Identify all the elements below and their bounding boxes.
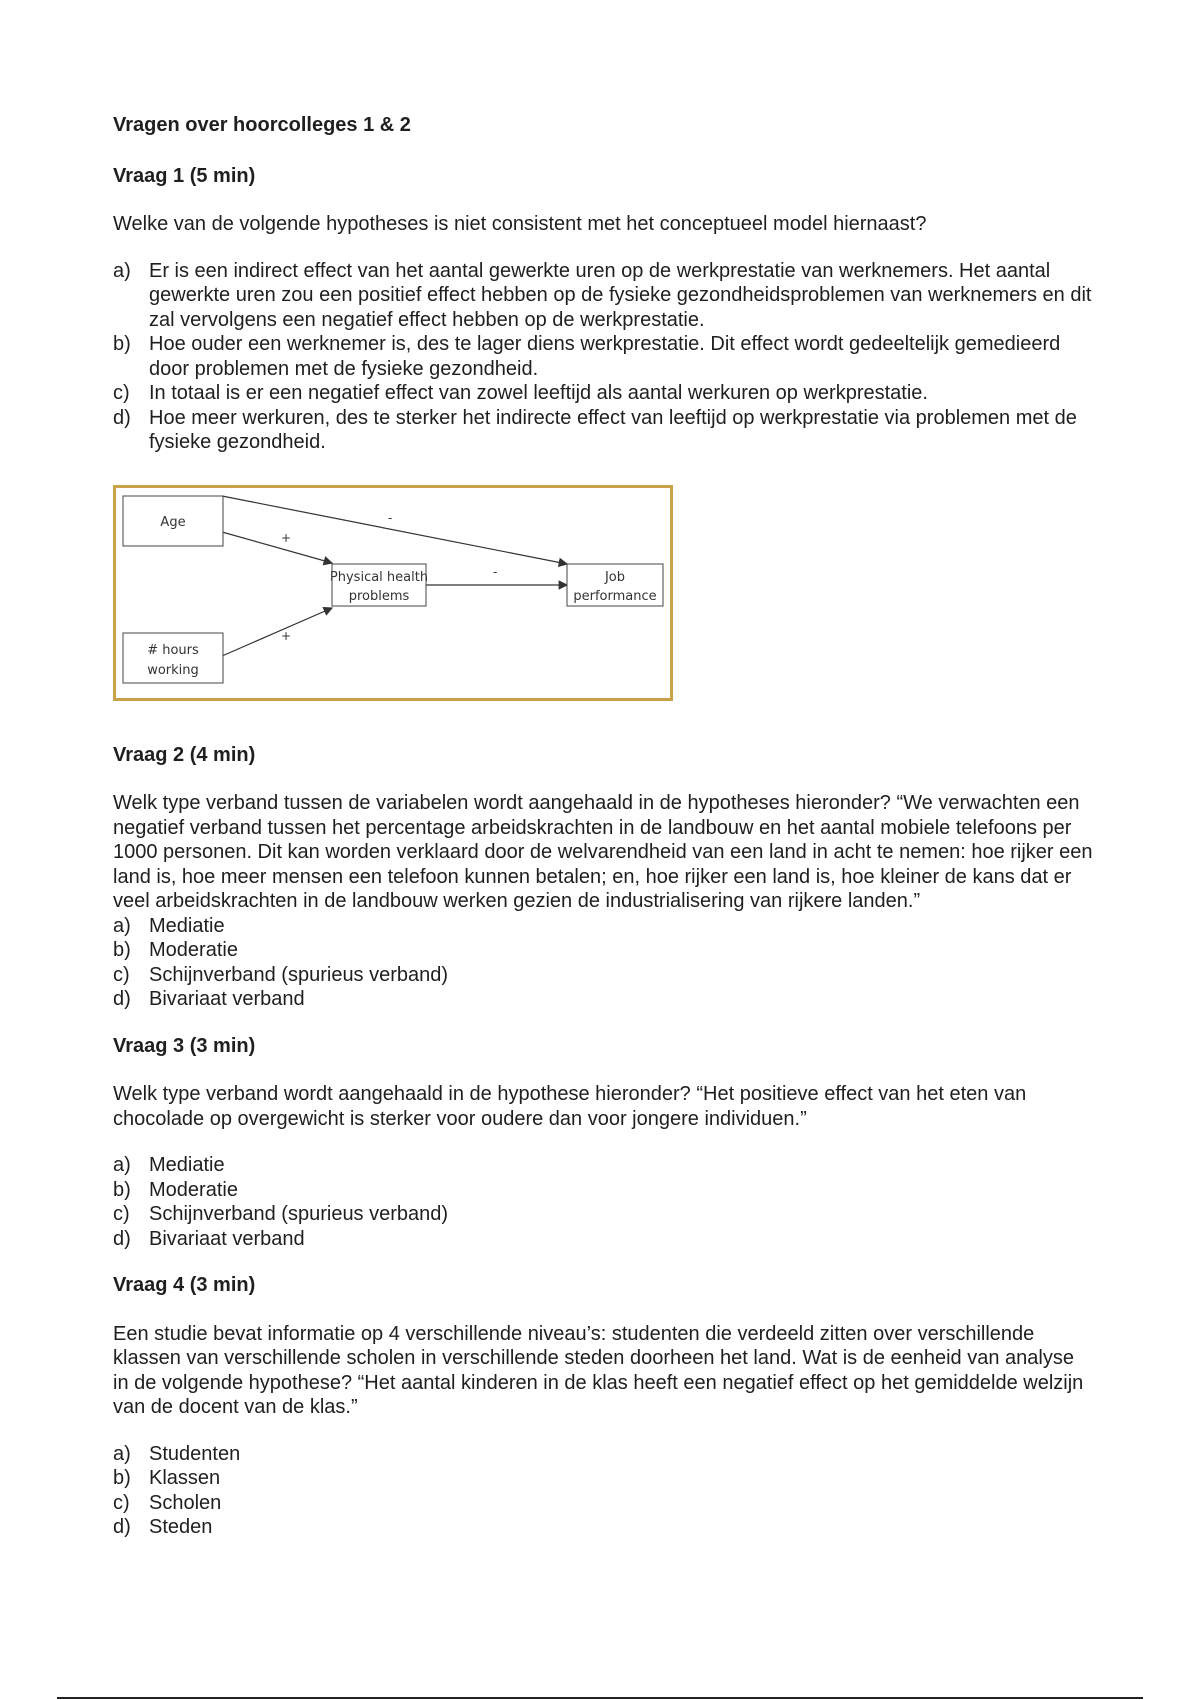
q1-question: Welke van de volgende hypotheses is niet consistent met het conceptueel model hiernaast? [113,213,927,235]
node-job-label-1: Job [604,569,626,585]
q2-heading: Vraag 2 (4 min) [113,743,256,766]
node-job-label-2: performance [573,588,657,604]
q3-option-d: d) Bivariaat verband [113,1227,305,1250]
q1-heading: Vraag 1 (5 min) [113,164,256,187]
page-title: Vragen over hoorcolleges 1 & 2 [113,114,411,136]
sign-age-health: + [281,530,292,545]
sign-hours-health: + [281,628,292,643]
q1-option-a: a) Er is een indirect effect van het aantal gewerkte uren op de werkprestatie van werknemers. Het aantal gewerkte uren zou een positief effect hebben op de fysieke gezondheidsproblemen van werknemers en dit zal vervolgens een negatief effect hebben op de werkprestatie. [113,259,1092,331]
arrow-age-job [222,496,567,564]
q1-options [113,259,1093,455]
node-health-label-2: problems [348,588,410,604]
node-hours-label-2: working [147,662,199,678]
q4-options [113,1442,1093,1540]
q3-option-c: c) Schijnverband (spurieus verband) [113,1203,449,1225]
document-page [113,113,1093,1540]
node-age-label: Age [160,514,186,530]
q1-option-c: c) In totaal is er een negatief effect van zowel leeftijd als aantal werkuren op werkprestatie. [113,382,928,404]
q4-option-c: c) Scholen [113,1491,222,1514]
footer-divider [57,1697,1143,1699]
q3-option-a: a) Mediatie [113,1154,225,1176]
q2-question: Welk type verband tussen de variabelen wordt aangehaald in de hypotheses hieronder? “We verwachten een negatief verband tussen het percentage arbeidskrachten in de landbouw en het aantal mobiele telefoons per 1000 personen. Dit kan worden verklaard door de welvarendheid van een land in acht te nemen: hoe rijker een land is, hoe meer mensen een telefoon kunnen betalen; en, hoe rijker een land is, hoe kleiner de kans dat er veel arbeidskrachten in de landbouw werken gezien de industrialisering van rijkere landen.” [113,792,1093,912]
q1-option-b: b) Hoe ouder een werknemer is, des te lager diens werkprestatie. Dit effect wordt gedeeltelijk gemedieerd door problemen met de fysieke gezondheid. [113,333,1061,380]
q3-question: Welk type verband wordt aangehaald in de hypothese hieronder? “Het positieve effect van het eten van chocolade op overgewicht is sterker voor oudere dan voor jongere individuen.” [113,1083,1027,1130]
q4-question: Een studie bevat informatie op 4 verschillende niveau’s: studenten die verdeeld zitten over verschillende klassen van verschillende scholen in verschillende steden doorheen het land. Wat is de eenheid van analyse in de volgende hypothese? “Het aantal kinderen in de klas heeft een negatief effect op het gemiddelde welzijn van de docent van de klas.” [113,1322,1084,1418]
q2-option-a: a) Mediatie [113,914,225,937]
conceptual-model-diagram [113,485,673,701]
q2-option-c: c) Schijnverband (spurieus verband) [113,963,449,986]
arrow-hours-health [222,608,332,656]
q3-option-b: b) Moderatie [113,1178,238,1201]
q4-option-d: d) Steden [113,1516,213,1538]
arrow-age-health [222,532,332,563]
q4-heading: Vraag 4 (3 min) [113,1274,256,1296]
q2-option-d: d) Bivariaat verband [113,988,305,1010]
sign-age-job: - [388,510,393,525]
sign-health-job: - [493,564,498,579]
q3-options [113,1153,1093,1251]
q4-option-b: b) Klassen [113,1467,221,1489]
q3-heading: Vraag 3 (3 min) [113,1034,256,1057]
q2-option-b: b) Moderatie [113,939,238,961]
node-hours-label-1: # hours [147,642,199,658]
q1-option-d: d) Hoe meer werkuren, des te sterker het indirecte effect van leeftijd op werkprestatie via problemen met de fysieke gezondheid. [113,406,1077,453]
node-health-label-1: Physical health [329,569,429,585]
q4-option-a: a) Studenten [113,1442,241,1465]
q2-options [113,914,1093,1012]
